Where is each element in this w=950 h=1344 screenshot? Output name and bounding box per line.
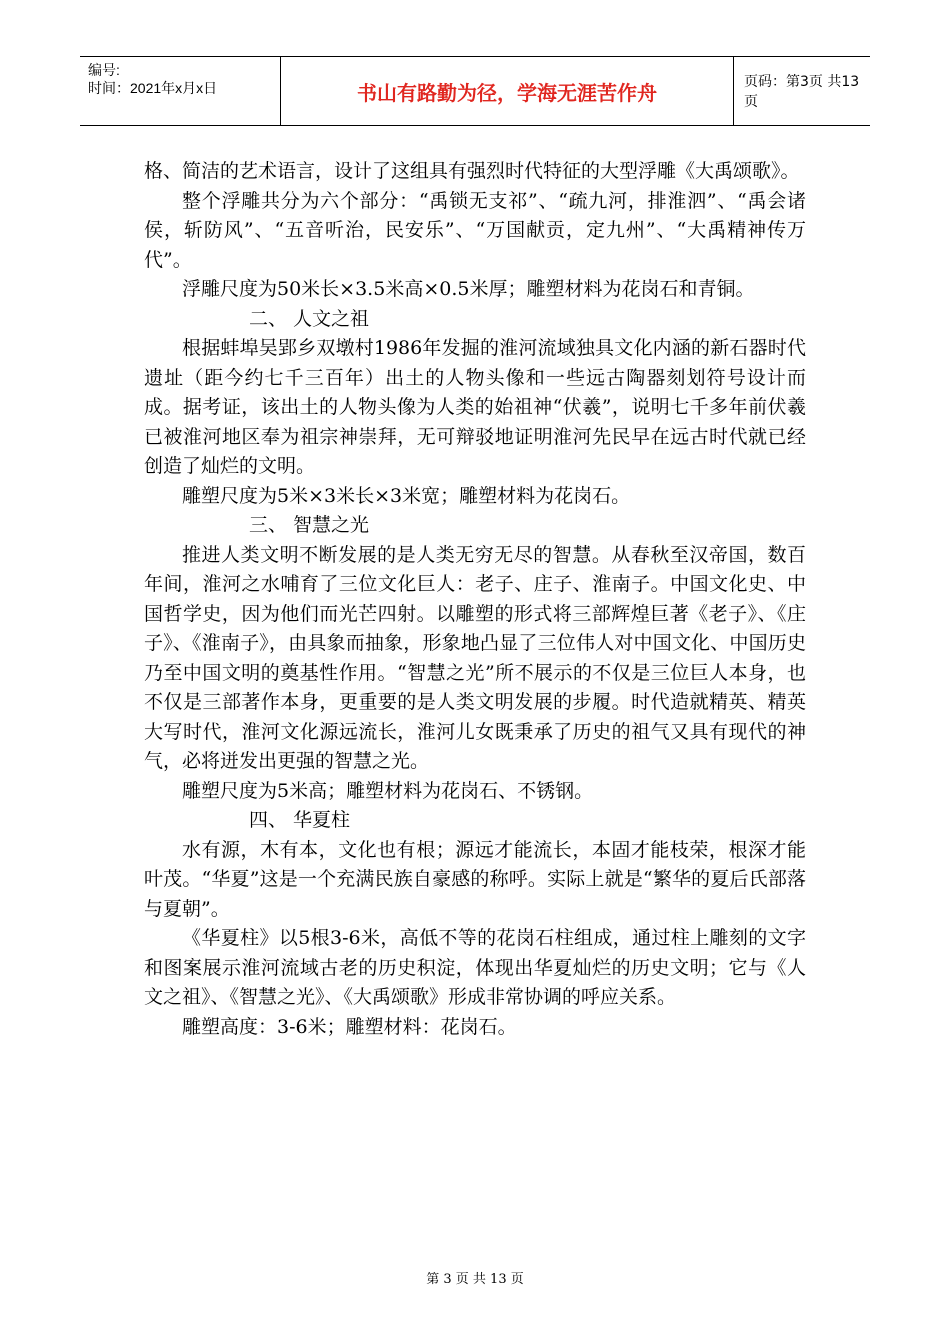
paragraph: 《华夏柱》以5根3-6米，高低不等的花岗石柱组成，通过柱上雕刻的文字和图案展示淮河流域古老的历史积淀，体现出华夏灿烂的历史文明；它与《人文之祖》、《智慧之光》、《大禹颂歌》形成非常协调的呼应关系。 xyxy=(144,927,806,1008)
paragraph: 浮雕尺度为50米长×3.5米高×0.5米厚；雕塑材料为花岗石和青铜。 xyxy=(182,278,755,300)
paragraph: 格、简洁的艺术语言，设计了这组具有强烈时代特征的大型浮雕《大禹颂歌》。 xyxy=(144,160,800,182)
page-footer: 第 3 页 共 13 页 xyxy=(426,1272,524,1287)
paragraph: 整个浮雕共分为六个部分：“禹锁无支祁”、“疏九河，排淮泗”、“禹会诸侯，斩防风”、“五音听治，民安乐”、“万国献贡，定九州”、“大禹精神传万代”。 xyxy=(144,189,806,271)
paragraph: 雕塑尺度为5米×3米长×3米宽；雕塑材料为花岗石。 xyxy=(182,484,631,507)
page-header xyxy=(80,56,870,126)
paragraph: 根据蚌埠吴郢乡双墩村1986年发掘的淮河流域独具文化内涵的新石器时代遗址（距今约七千三百年）出土的人物头像和一些远古陶器刻划符号设计而成。据考证，该出土的人物头像为人类的始祖神“伏羲”，说明七千多年前伏羲已被淮河地区奉为祖宗神崇拜，无可辩驳地证明淮河先民早在远古时代就已经创造了灿烂的文明。 xyxy=(144,337,806,477)
section-heading: 二、 人文之祖 xyxy=(249,307,370,330)
header-motto: 书山有路勤为径，学海无涯苦作舟 xyxy=(280,57,734,125)
paragraph: 水有源，木有本，文化也有根；源远才能流长，本固才能枝荣，根深才能叶茂。“华夏”这是一个充满民族自豪感的称呼。实际上就是“繁华的夏后氏部落与夏朝”。 xyxy=(144,838,806,920)
section-heading: 三、 智慧之光 xyxy=(249,514,370,536)
paragraph: 雕塑高度：3-6米；雕塑材料：花岗石。 xyxy=(182,1015,517,1038)
document-body xyxy=(144,157,806,1042)
header-meta xyxy=(80,57,280,125)
header-number-label: 编号: xyxy=(88,62,120,78)
paragraph: 推进人类文明不断发展的是人类无穷无尽的智慧。从春秋至汉帝国，数百年间，淮河之水哺育了三位文化巨人：老子、庄子、淮南子。中国文化史、中国哲学史，因为他们而光芒四射。以雕塑的形式将三部辉煌巨著《老子》、《庄子》、《淮南子》，由具象而抽象，形象地凸显了三位伟人对中国文化、中国历史乃至中国文明的奠基性作用。“智慧之光”所不展示的不仅是三位巨人本身，也不仅是三部著作本身，更重要的是人类文明发展的步履。时代造就精英、精英大写时代，淮河文化源远流长，淮河儿女既秉承了历史的祖气又具有现代的神气，必将迸发出更强的智慧之光。 xyxy=(144,543,806,772)
section-heading: 四、 华夏柱 xyxy=(249,809,351,831)
paragraph: 雕塑尺度为5米高；雕塑材料为花岗石、不锈钢。 xyxy=(182,779,594,802)
header-time-label: 时间：2021年x月x日 xyxy=(88,80,218,96)
header-page-info: 页码：第3页 共13页 xyxy=(744,74,860,110)
